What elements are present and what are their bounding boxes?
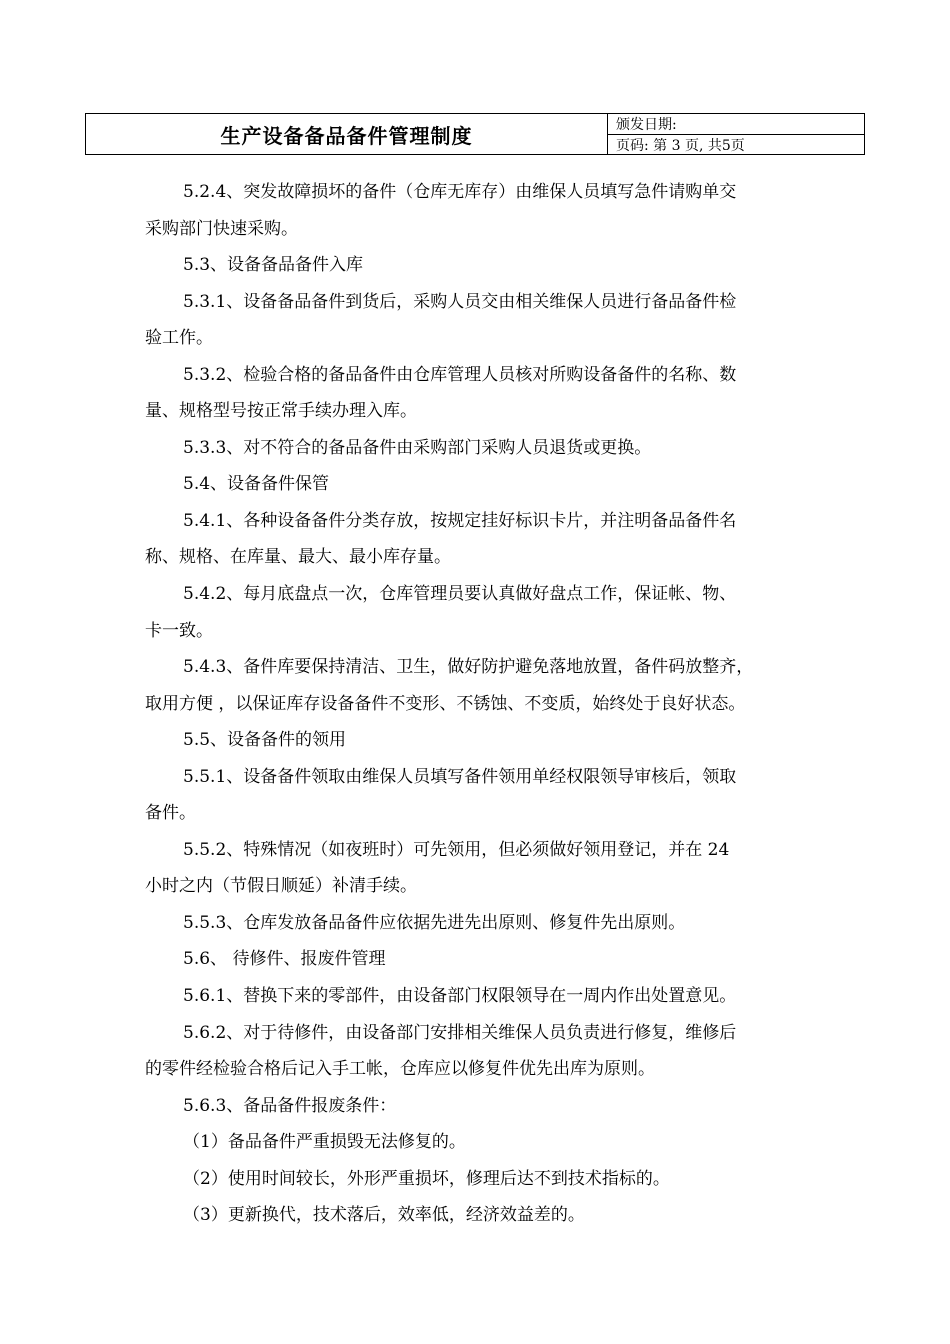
text-line: 5.4.3、备件库要保持清洁、卫生，做好防护避免落地放置，备件码放整齐， bbox=[183, 657, 754, 678]
document-header-table bbox=[85, 113, 865, 155]
text-line: 的零件经检验合格后记入手工帐，仓库应以修复件优先出库为原则。 bbox=[145, 1059, 655, 1080]
header-meta bbox=[608, 114, 864, 154]
page-info: 页码: 第 3 页, 共5页 bbox=[608, 134, 864, 155]
text-line: 5.3.2、检验合格的备品备件由仓库管理人员核对所购设备备件的名称、数 bbox=[183, 364, 737, 385]
document-title: 生产设备备品备件管理制度 bbox=[86, 114, 608, 154]
text-line: 采购部门快速采购。 bbox=[145, 218, 298, 239]
text-line: （1）备品备件严重损毁无法修复的。 bbox=[183, 1132, 466, 1153]
text-line: （3）更新换代，技术落后，效率低，经济效益差的。 bbox=[183, 1205, 585, 1226]
text-line: 5.5.3、仓库发放备品备件应依据先进先出原则、修复件先出原则。 bbox=[183, 912, 686, 933]
text-line: 取用方便 ，以保证库存设备备件不变形、不锈蚀、不变质，始终处于良好状态。 bbox=[145, 693, 746, 714]
text-line: 量、规格型号按正常手续办理入库。 bbox=[145, 401, 417, 422]
issue-date-label: 颁发日期: bbox=[616, 117, 677, 133]
text-line: 小时之内（节假日顺延）补清手续。 bbox=[145, 876, 417, 897]
text-line: 5.5.1、设备备件领取由维保人员填写备件领用单经权限领导审核后，领取 bbox=[183, 766, 737, 787]
text-line: 5.4.1、各种设备备件分类存放，按规定挂好标识卡片，并注明备品备件名 bbox=[183, 510, 737, 531]
text-line: 5.2.4、突发故障损坏的备件（仓库无库存）由维保人员填写急件请购单交 bbox=[183, 182, 737, 202]
text-line: 5.3.1、设备备品备件到货后，采购人员交由相关维保人员进行备品备件检 bbox=[183, 291, 737, 312]
text-line: （2）使用时间较长，外形严重损坏，修理后达不到技术指标的。 bbox=[183, 1168, 670, 1189]
document-body bbox=[145, 174, 825, 1234]
text-line: 备件。 bbox=[145, 803, 196, 824]
text-line: 卡一致。 bbox=[145, 620, 213, 641]
text-line: 5.6.1、替换下来的零部件，由设备部门权限领导在一周内作出处置意见。 bbox=[183, 986, 737, 1007]
text-line: 5.6.3、备品备件报废条件： bbox=[183, 1095, 397, 1116]
text-line: 5.4.2、每月底盘点一次，仓库管理员要认真做好盘点工作，保证帐、物、 bbox=[183, 584, 737, 605]
text-line: 5.6、 待修件、报废件管理 bbox=[183, 949, 386, 970]
text-line: 5.5、设备备件的领用 bbox=[183, 730, 347, 751]
text-line: 5.4、设备备件保管 bbox=[183, 474, 330, 495]
text-line: 5.5.2、特殊情况（如夜班时）可先领用，但必须做好领用登记，并在 24 bbox=[183, 839, 730, 860]
text-line: 5.3、设备备品备件入库 bbox=[183, 255, 364, 276]
text-line: 称、规格、在库量、最大、最小库存量。 bbox=[145, 547, 451, 568]
text-line: 5.6.2、对于待修件，由设备部门安排相关维保人员负责进行修复，维修后 bbox=[183, 1022, 737, 1043]
text-line: 5.3.3、对不符合的备品备件由采购部门采购人员退货或更换。 bbox=[183, 437, 652, 458]
text-line: 验工作。 bbox=[145, 328, 213, 349]
